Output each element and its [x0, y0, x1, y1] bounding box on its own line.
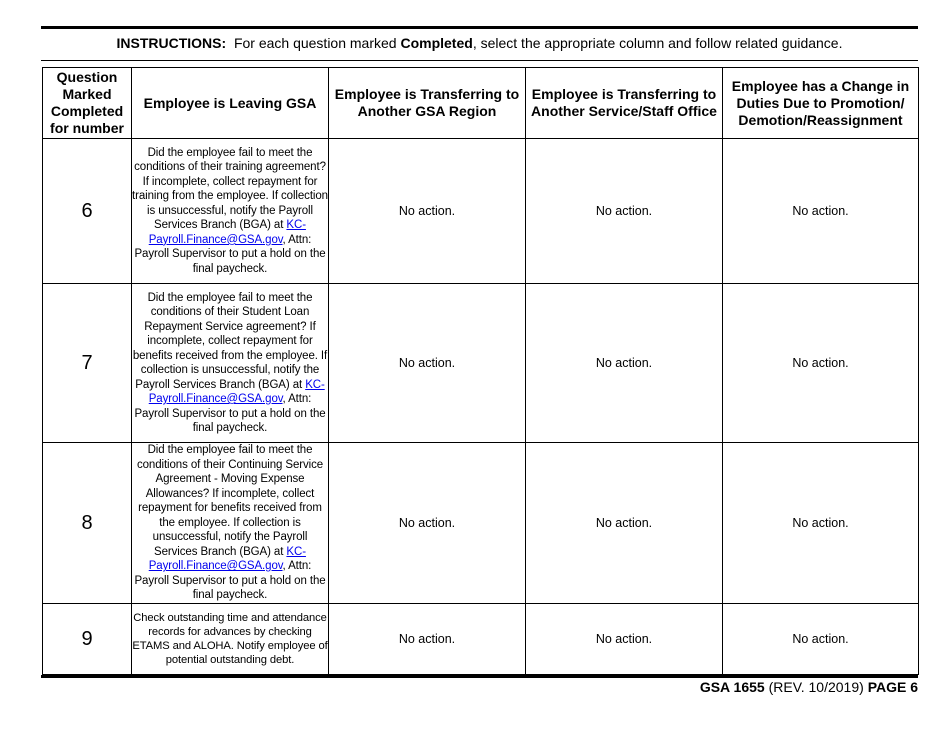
payroll-email-link[interactable]: KC-Payroll.Finance@GSA.gov	[148, 219, 306, 246]
payroll-email-link[interactable]: KC-Payroll.Finance@GSA.gov	[148, 378, 325, 405]
question-number: 9	[43, 604, 132, 675]
bottom-rule	[41, 675, 918, 678]
header-transfer-office: Employee is Transferring to Another Service/Staff Office	[526, 68, 723, 139]
leaving-gsa-guidance	[132, 284, 329, 443]
guidance-text-after: , Attn: Payroll Supervisor to put a hold on the final paycheck.	[134, 560, 326, 602]
transfer-office-action: No action.	[526, 284, 723, 443]
page-number: PAGE 6	[867, 679, 918, 695]
transfer-region-action: No action.	[329, 604, 526, 675]
leaving-gsa-guidance	[132, 443, 329, 604]
change-duties-action: No action.	[723, 139, 919, 284]
header-change-duties: Employee has a Change in Duties Due to Promotion/ Demotion/Reassignment	[723, 68, 919, 139]
guidance-text-after: , Attn: Payroll Supervisor to put a hold on the final paycheck.	[134, 393, 326, 434]
form-revision: (REV. 10/2019)	[768, 679, 864, 695]
transfer-region-action: No action.	[329, 139, 526, 284]
guidance-table	[42, 67, 919, 675]
table-row	[43, 443, 919, 604]
guidance-text: Did the employee fail to meet the conditions of their training agreement? If incomplete, collect repayment for training from the employee. If collection is unsuccessful, notify the Payroll Services Branch (BGA) at	[132, 146, 328, 232]
transfer-region-action: No action.	[329, 443, 526, 604]
instructions	[41, 34, 918, 52]
instructions-text-before: For each question marked	[233, 35, 397, 51]
instructions-emphasis: Completed	[400, 35, 473, 51]
question-number: 7	[43, 284, 132, 443]
header-leaving-gsa: Employee is Leaving GSA	[132, 68, 329, 139]
change-duties-action: No action.	[723, 443, 919, 604]
form-footer	[700, 679, 918, 696]
payroll-email-link[interactable]: KC-Payroll.Finance@GSA.gov	[148, 545, 306, 573]
transfer-office-action: No action.	[526, 443, 723, 604]
leaving-gsa-guidance	[132, 139, 329, 284]
transfer-region-action: No action.	[329, 284, 526, 443]
instructions-label: INSTRUCTIONS:	[116, 35, 227, 51]
guidance-text: Did the employee fail to meet the conditions of their Student Loan Repayment Service agreement? If incomplete, collect repayment for benefits received from the employee. If collection is unsuccessful, notify the Payroll Services Branch (BGA) at	[132, 291, 328, 391]
question-number: 8	[43, 443, 132, 604]
header-transfer-region: Employee is Transferring to Another GSA Region	[329, 68, 526, 139]
table-row	[43, 284, 919, 443]
transfer-office-action: No action.	[526, 139, 723, 284]
top-rule	[41, 26, 918, 29]
question-number: 6	[43, 139, 132, 284]
change-duties-action: No action.	[723, 604, 919, 675]
guidance-text: Did the employee fail to meet the conditions of their Continuing Service Agreement - Moving Expense Allowances? If incomplete, collect repayment for benefits received from the employee. If collection is unsuccessful, notify the Payroll Services Branch (BGA) at	[136, 444, 324, 558]
header-question-number: Question Marked Completed for number	[43, 68, 132, 139]
form-number: GSA 1655	[699, 679, 765, 695]
header-row	[43, 68, 919, 139]
instructions-rule	[41, 60, 918, 61]
change-duties-action: No action.	[723, 284, 919, 443]
guidance-text-after: , Attn: Payroll Supervisor to put a hold on the final paycheck.	[134, 233, 326, 275]
instructions-text-after: , select the appropriate column and follow related guidance.	[472, 35, 843, 51]
transfer-office-action: No action.	[526, 604, 723, 675]
table-row	[43, 139, 919, 284]
table-row	[43, 604, 919, 675]
leaving-gsa-guidance: Check outstanding time and attendance records for advances by checking ETAMS and ALOHA. Notify employee of potential outstanding debt.	[132, 604, 329, 675]
